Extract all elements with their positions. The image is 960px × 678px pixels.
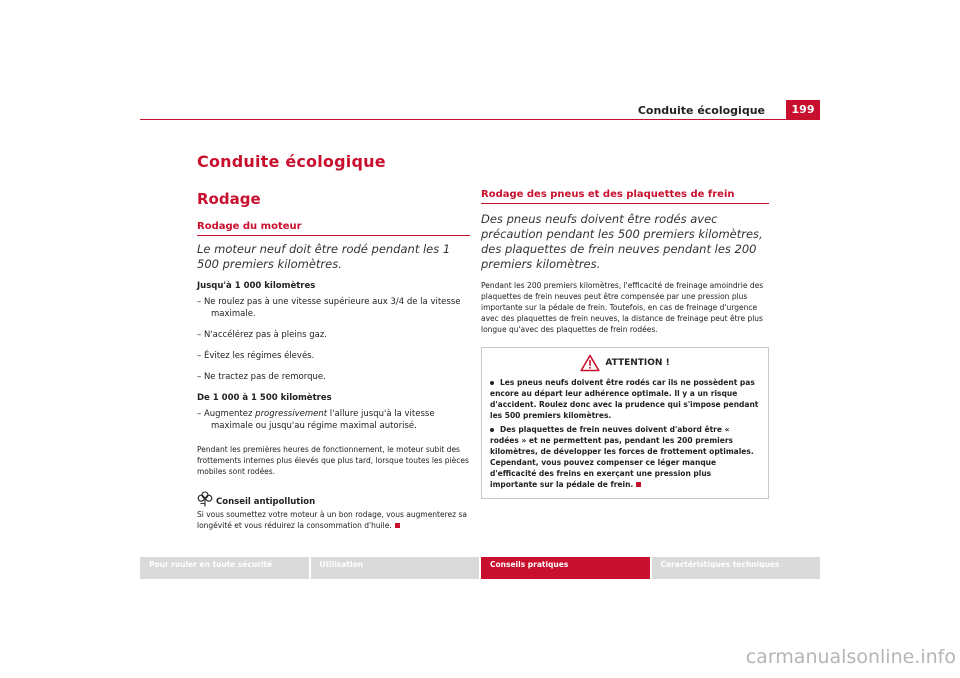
bullet-icon (490, 428, 494, 432)
lead-text-engine: Le moteur neuf doit être rodé pendant les 1 500 premiers kilomètres. (197, 242, 451, 271)
section-end-marker (395, 523, 400, 528)
warning-heading (490, 354, 760, 372)
list-item: – Évitez les régimes élevés. (197, 351, 315, 361)
left-column (197, 221, 470, 531)
list-item-emphasis: progressivement (255, 409, 328, 419)
group-title-first: Jusqu'à 1 000 kilomètres (197, 281, 316, 291)
eco-tip-text (197, 509, 470, 531)
watermark: carmanualsonline.info (745, 646, 956, 668)
list-item: – N'accélérez pas à pleins gaz. (197, 330, 328, 340)
right-column (481, 189, 769, 499)
header-divider (140, 119, 820, 120)
list-item (197, 408, 470, 432)
subsection-title-engine: Rodage du moteur (197, 221, 470, 236)
list-item-prefix: – Augmentez (197, 409, 256, 419)
eco-tip-heading (197, 491, 470, 507)
warning-item: Les pneus neufs doivent être rodés car ils ne possèdent pas encore au départ leur adhérence optimale. Il y a un risque d'accident. Roulez donc avec la prudence qui s'impose pendant les 500 premiers kilomètres. (490, 378, 759, 420)
section-end-marker (636, 482, 641, 487)
running-header-title: Conduite écologique (637, 104, 765, 117)
footer-tab-technical-data[interactable]: Caractéristiques techniques (652, 557, 821, 579)
eco-tip-title: Conseil antipollution (216, 497, 316, 507)
list-item-rest: l'allure jusqu'à la vitesse maximale ou jusqu'au régime maximal autorisé. (211, 409, 435, 431)
subsection-title-tyres-brakes: Rodage des pneus et des plaquettes de frein (481, 189, 769, 204)
chapter-title: Conduite écologique (197, 152, 386, 171)
list-item: – Ne roulez pas à une vitesse supérieure aux 3/4 de la vitesse maximale. (197, 297, 461, 319)
section-title: Rodage (197, 190, 261, 208)
footer-tab-practical-tips[interactable]: Conseils pratiques (481, 557, 650, 579)
flower-icon (197, 491, 213, 507)
lead-text-tyres-brakes: Des pneus neufs doivent être rodés avec précaution pendant les 500 premiers kilomètres, des plaquettes de frein neuves pendant les 200 premiers kilomètres. (481, 212, 763, 271)
warning-title: ATTENTION ! (605, 358, 670, 368)
footer-tab-operation[interactable]: Utilisation (311, 557, 480, 579)
list-item: – Ne tractez pas de remorque. (197, 372, 326, 382)
bullet-icon (490, 381, 494, 385)
body-paragraph-engine: Pendant les premières heures de fonctionnement, le moteur subit des frottements internes plus élevés que plus tard, lorsque toutes les pièces mobiles sont rodées. (197, 445, 469, 476)
eco-tip-body: Si vous soumettez votre moteur à un bon rodage, vous augmenterez sa longévité et vous réduirez la consommation d'huile. (197, 510, 467, 530)
footer-tab-safety[interactable]: Pour rouler en toute sécurité (140, 557, 309, 579)
warning-item: Des plaquettes de frein neuves doivent d'abord être « rodées » et ne permettent pas, pendant les 200 premiers kilomètres, de développer les forces de frottement optimales. Cependant, vous pouvez compenser ce léger manque d'efficacité des freins en exerçant une pression plus importante sur la pédale de frein. (490, 425, 754, 489)
warning-box (481, 347, 769, 499)
group-title-second: De 1 000 à 1 500 kilomètres (197, 393, 332, 403)
footer-nav (140, 557, 820, 579)
warning-triangle-icon (580, 354, 600, 372)
body-paragraph-brakes: Pendant les 200 premiers kilomètres, l'efficacité de freinage amoindrie des plaquettes de frein neuves peut être compensée par une pression plus importante sur la pédale de frein. Toutefois, en cas de freinage d'urgence avec des plaquettes de frein neuves, la distance de freinage peut être plus longue qu'avec des plaquettes de frein rodées. (481, 281, 764, 334)
page-number: 199 (786, 100, 820, 120)
